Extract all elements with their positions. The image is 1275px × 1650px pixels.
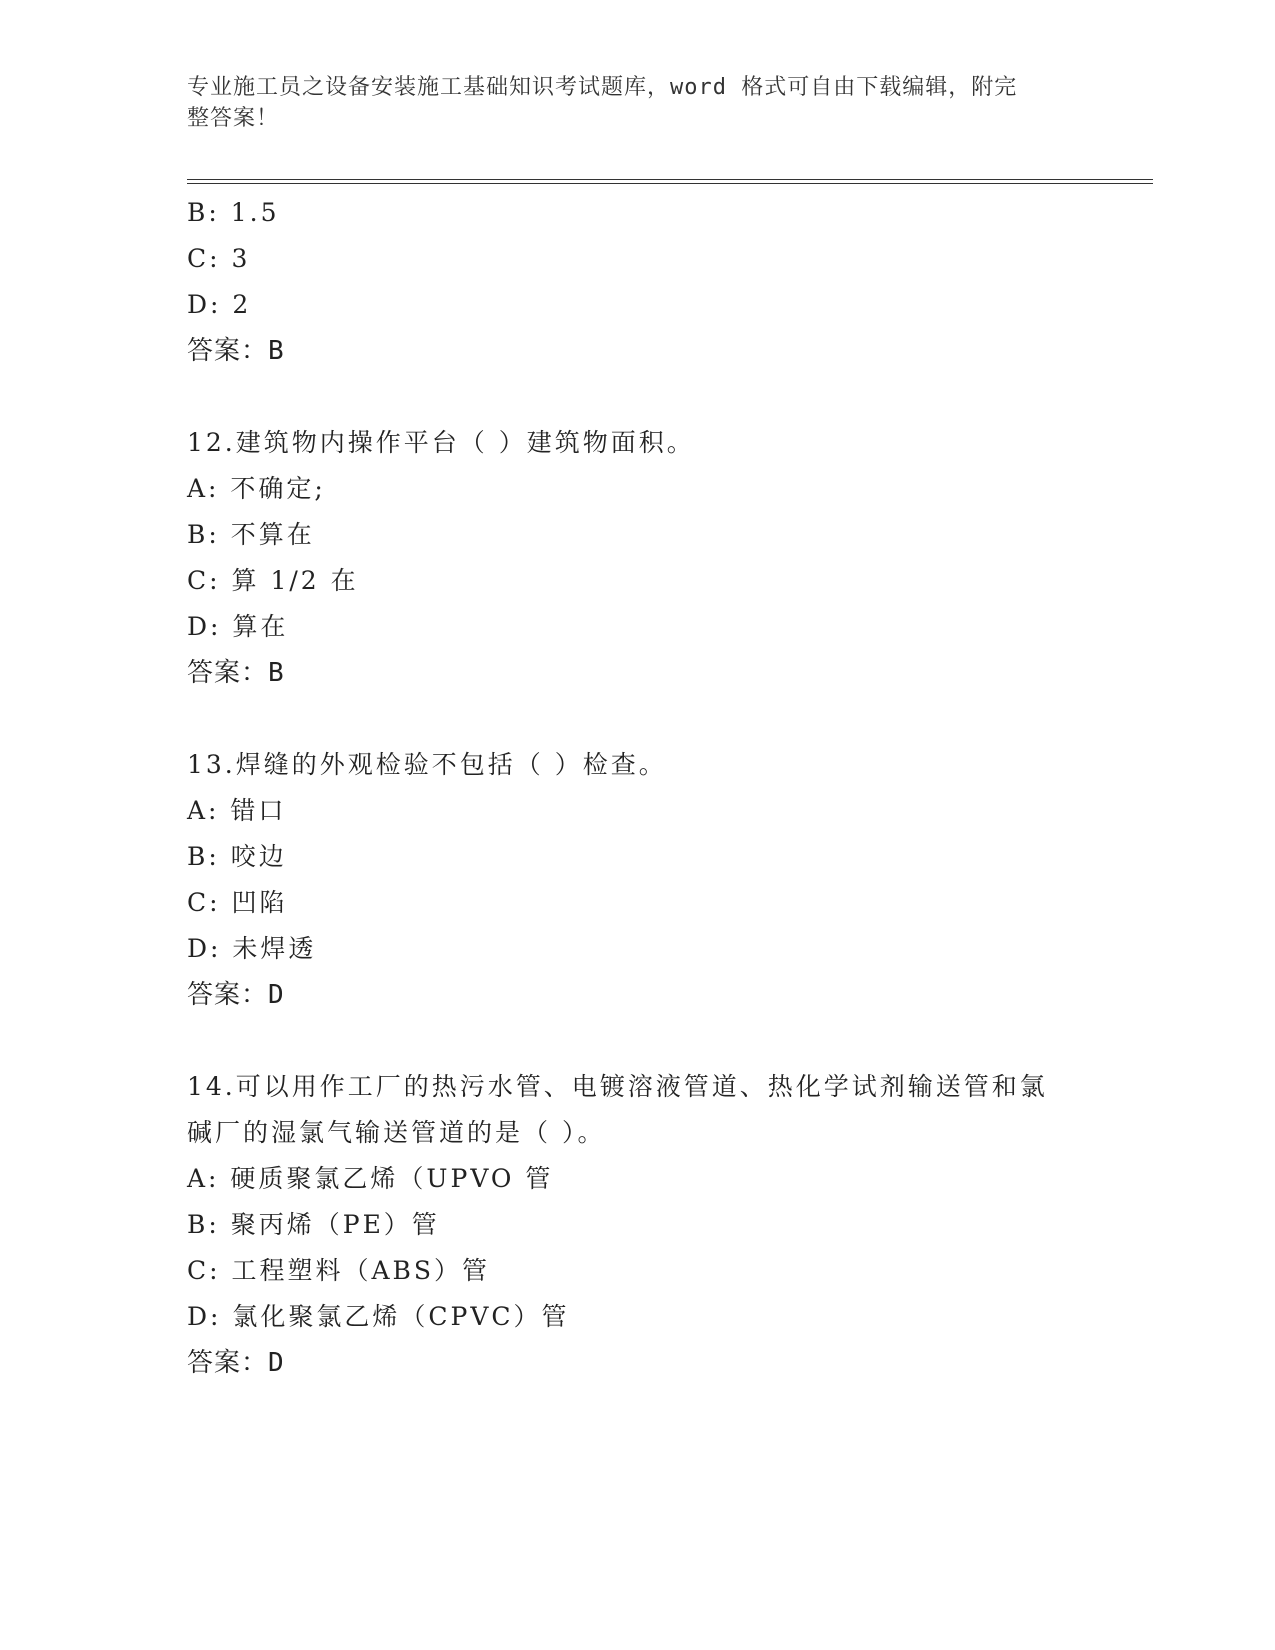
question-stem-line-1: 14.可以用作工厂的热污水管、电镀溶液管道、热化学试剂输送管和氯 — [187, 1072, 1048, 1101]
question-block-11 — [187, 190, 1087, 374]
question-block-12 — [187, 420, 1087, 696]
option-d: D: 氯化聚氯乙烯（CPVC）管 — [187, 1302, 570, 1331]
question-stem: 12.建筑物内操作平台（ ）建筑物面积。 — [187, 428, 695, 457]
question-stem-line-2: 碱厂的湿氯气输送管道的是（ ）。 — [187, 1118, 606, 1147]
option-c: C: 3 — [187, 244, 251, 273]
option-b: B: 咬边 — [187, 842, 287, 871]
question-block-14 — [187, 1064, 1087, 1386]
header-divider-bottom — [187, 183, 1153, 184]
question-list — [187, 190, 1087, 1386]
header-line-1: 专业施工员之设备安装施工基础知识考试题库，word 格式可自由下载编辑，附完 — [187, 75, 1018, 100]
question-block-13 — [187, 742, 1087, 1018]
option-d: D: 2 — [187, 290, 252, 319]
option-d: D: 算在 — [187, 612, 289, 641]
spacer — [187, 696, 1087, 742]
answer-label: 答案：D — [187, 980, 285, 1010]
option-a: A: 硬质聚氯乙烯（UPVO 管 — [187, 1164, 554, 1193]
answer-label: 答案：B — [187, 336, 285, 366]
question-stem: 13.焊缝的外观检验不包括（ ）检查。 — [187, 750, 667, 779]
document-header — [187, 72, 1087, 134]
option-a: A: 不确定; — [187, 474, 326, 503]
option-c: C: 算 1/2 在 — [187, 566, 359, 595]
option-c: C: 凹陷 — [187, 888, 288, 917]
header-divider-top — [187, 179, 1153, 180]
option-a: A: 错口 — [187, 796, 287, 825]
spacer — [187, 1018, 1087, 1064]
spacer — [187, 374, 1087, 420]
header-line-2: 整答案！ — [187, 106, 280, 131]
option-b: B: 1.5 — [187, 198, 280, 227]
option-b: B: 聚丙烯（PE）管 — [187, 1210, 440, 1239]
answer-label: 答案：B — [187, 658, 285, 688]
option-c: C: 工程塑料（ABS）管 — [187, 1256, 491, 1285]
option-b: B: 不算在 — [187, 520, 315, 549]
option-d: D: 未焊透 — [187, 934, 317, 963]
answer-label: 答案：D — [187, 1348, 285, 1378]
